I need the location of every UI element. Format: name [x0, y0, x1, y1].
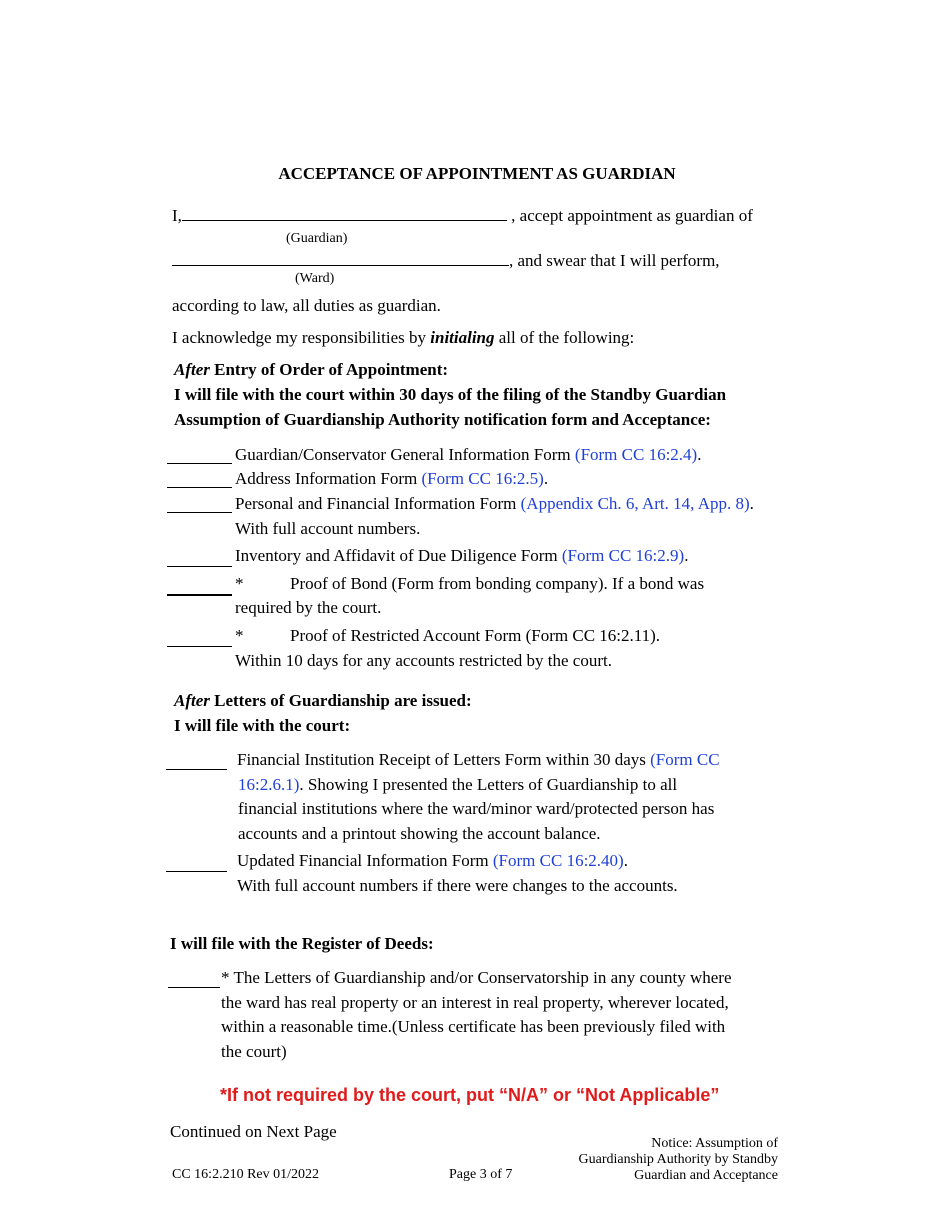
footer-title — [520, 1136, 778, 1184]
initial-blank[interactable] — [167, 645, 232, 647]
list-item-continuation: accounts and a printout showing the account balance. — [238, 824, 601, 843]
list-item — [235, 469, 548, 489]
section2-after: After — [174, 691, 210, 710]
initial-blank[interactable] — [167, 593, 232, 596]
initial-blank[interactable] — [166, 870, 227, 872]
item-end: . — [697, 445, 702, 464]
initial-blank[interactable] — [167, 462, 232, 464]
list-item: Proof of Bond (Form from bonding company). If a bond was — [290, 574, 705, 593]
footer-page-number: Page 3 of 7 — [449, 1167, 513, 1182]
item-text: Guardian/Conservator General Information Form — [235, 445, 575, 464]
list-item — [235, 494, 754, 514]
section1-after: After — [174, 360, 210, 379]
form-link[interactable]: (Form CC 16:2.4) — [574, 445, 698, 464]
oath-line-1 — [172, 206, 753, 226]
initial-blank[interactable] — [167, 511, 232, 513]
ward-caption: (Ward) — [295, 271, 335, 286]
list-item: Proof of Restricted Account Form (Form CC 16:2.11). — [290, 626, 661, 645]
acknowledge-line — [172, 328, 634, 348]
oath-line-3: according to law, all duties as guardian. — [172, 296, 441, 315]
list-item-continuation: With full account numbers if there were changes to the accounts. — [237, 876, 678, 895]
form-link[interactable]: (Form CC 16:2.5) — [421, 469, 544, 488]
list-item-continuation: the court) — [221, 1042, 287, 1061]
list-item — [237, 750, 720, 770]
list-item-continuation: With full account numbers. — [235, 519, 421, 538]
item-text: Inventory and Affidavit of Due Diligence Form — [235, 546, 562, 565]
list-item — [235, 546, 688, 566]
section1-sub-1: I will file with the court within 30 days of the filing of the Standby Guardian — [174, 385, 727, 404]
section3-heading: I will file with the Register of Deeds: — [170, 934, 434, 953]
form-link[interactable]: (Form CC — [650, 750, 720, 769]
list-item-continuation: Within 10 days for any accounts restricted by the court. — [235, 651, 612, 670]
guardian-name-blank[interactable] — [182, 219, 507, 221]
item-text: Updated Financial Information Form — [237, 851, 493, 870]
section1-heading — [174, 360, 448, 380]
acknowledge-emphasis: initialing — [430, 328, 495, 347]
section1-heading-text: Entry of Order of Appointment: — [209, 360, 449, 379]
form-link[interactable]: 16:2.6.1) — [238, 775, 300, 794]
section2-heading — [174, 691, 472, 711]
footer-title-line: Guardianship Authority by Standby — [578, 1152, 778, 1168]
form-link[interactable]: (Form CC 16:2.40) — [492, 851, 624, 870]
section2-sub: I will file with the court: — [174, 716, 351, 735]
star-marker: * — [235, 626, 244, 645]
item-text: Personal and Financial Information Form — [235, 494, 521, 513]
form-link[interactable]: (Appendix Ch. 6, Art. 14, App. 8) — [520, 494, 750, 513]
list-item-continuation: required by the court. — [235, 598, 382, 617]
acknowledge-suffix: all of the following: — [494, 328, 635, 347]
list-item — [235, 445, 701, 465]
item-end: . — [543, 469, 549, 488]
form-link[interactable]: (Form CC 16:2.9) — [561, 546, 685, 565]
footer-form-id: CC 16:2.210 Rev 01/2022 — [172, 1167, 320, 1182]
initial-blank[interactable] — [167, 565, 232, 567]
initial-blank[interactable] — [166, 768, 227, 770]
acknowledge-prefix: I acknowledge my responsibilities by — [172, 328, 431, 347]
list-item-continuation: the ward has real property or an interest in real property, wherever located, — [221, 993, 729, 1012]
section1-sub-2: Assumption of Guardianship Authority notification form and Acceptance: — [174, 410, 711, 429]
page-title: ACCEPTANCE OF APPOINTMENT AS GUARDIAN — [278, 164, 676, 183]
footer-title-line: Guardian and Acceptance — [634, 1168, 778, 1184]
item-end: . — [749, 494, 754, 513]
footer-title-line: Notice: Assumption of — [651, 1136, 778, 1151]
oath-line-1-suffix: , accept appointment as guardian of — [511, 206, 753, 225]
guardian-caption: (Guardian) — [286, 231, 348, 246]
ward-name-blank[interactable] — [172, 264, 509, 266]
item-text: . Showing I presented the Letters of Guardianship to all — [299, 775, 678, 794]
item-text: Address Information Form — [235, 469, 422, 488]
section2-heading-text: Letters of Guardianship are issued: — [209, 691, 472, 710]
list-item-continuation: within a reasonable time.(Unless certificate has been previously filed with — [221, 1017, 726, 1036]
oath-line-2 — [172, 251, 720, 271]
star-marker: * — [235, 574, 244, 593]
oath-prefix: I, — [172, 206, 182, 225]
initial-blank[interactable] — [168, 986, 220, 988]
oath-line-2-suffix: , and swear that I will perform, — [509, 251, 720, 270]
initial-blank[interactable] — [167, 486, 232, 488]
item-end: . — [623, 851, 628, 870]
list-item-continuation: financial institutions where the ward/minor ward/protected person has — [238, 799, 715, 818]
list-item: * The Letters of Guardianship and/or Conservatorship in any county where — [221, 968, 732, 987]
not-applicable-notice: *If not required by the court, put “N/A” or “Not Applicable” — [220, 1085, 720, 1105]
list-item-continuation — [238, 775, 677, 795]
list-item — [237, 851, 628, 871]
continued-note: Continued on Next Page — [170, 1122, 337, 1141]
item-text: Financial Institution Receipt of Letters Form within 30 days — [237, 750, 651, 769]
item-end: . — [684, 546, 689, 565]
